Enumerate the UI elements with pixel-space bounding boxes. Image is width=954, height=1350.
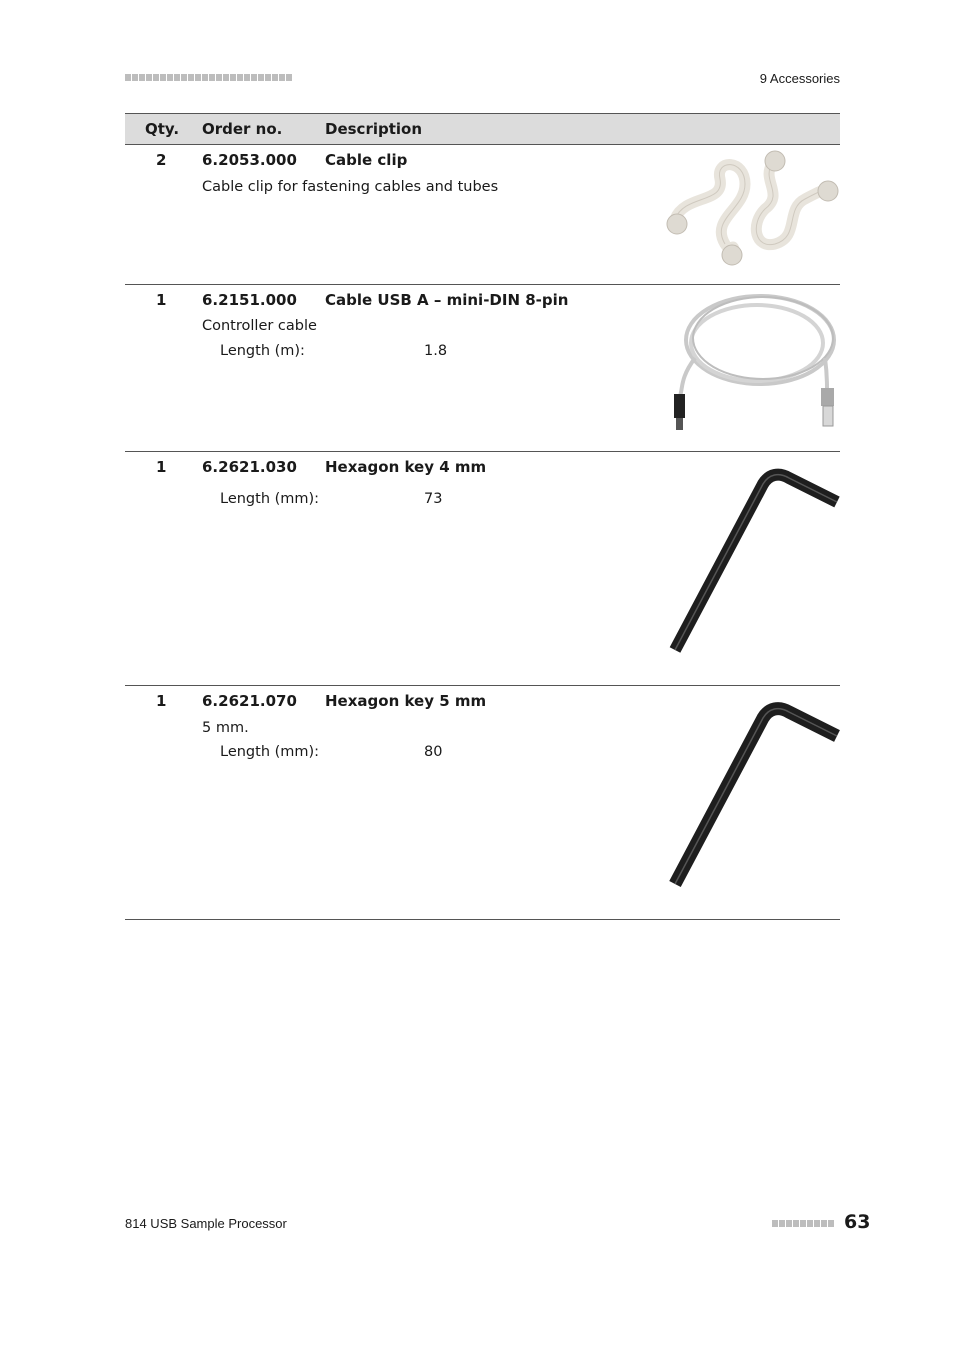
column-header-description: Description [325, 120, 423, 138]
row-qty: 1 [156, 692, 167, 710]
header-decoration [125, 74, 292, 83]
row-description: Controller cable [202, 318, 317, 334]
row-order-no: 6.2621.070 [202, 692, 297, 710]
row-description: 5 mm. [202, 720, 249, 736]
page-number: 63 [844, 1211, 871, 1233]
hexagon-key-image [665, 702, 841, 892]
cable-clip-image [665, 149, 841, 269]
column-header-order-no: Order no. [202, 120, 283, 138]
param-label: Length (mm): [220, 491, 320, 507]
param-value: 80 [424, 744, 443, 760]
row-title: Cable clip [325, 151, 408, 169]
row-title: Cable USB A – mini-DIN 8-pin [325, 291, 569, 309]
row-title: Hexagon key 5 mm [325, 692, 487, 710]
param-value: 73 [424, 491, 443, 507]
param-value: 1.8 [424, 343, 448, 359]
table-row [125, 285, 840, 452]
table-row [125, 145, 840, 285]
table-row [125, 452, 840, 686]
row-qty: 1 [156, 458, 167, 476]
table-row [125, 686, 840, 920]
column-header-qty: Qty. [145, 120, 180, 138]
footer-decoration [772, 1220, 834, 1227]
param-label: Length (m): [220, 343, 305, 359]
usb-cable-image [665, 288, 841, 440]
row-order-no: 6.2621.030 [202, 458, 297, 476]
table-header [125, 113, 840, 145]
accessories-table [125, 113, 840, 920]
row-qty: 1 [156, 291, 167, 309]
row-description: Cable clip for fastening cables and tubes [202, 179, 499, 195]
param-label: Length (mm): [220, 744, 320, 760]
row-order-no: 6.2053.000 [202, 151, 297, 169]
row-order-no: 6.2151.000 [202, 291, 297, 309]
row-qty: 2 [156, 151, 167, 169]
hexagon-key-image [665, 468, 841, 658]
footer-product-name: 814 USB Sample Processor [125, 1216, 287, 1231]
chapter-title: 9 Accessories [759, 71, 840, 86]
row-title: Hexagon key 4 mm [325, 458, 487, 476]
